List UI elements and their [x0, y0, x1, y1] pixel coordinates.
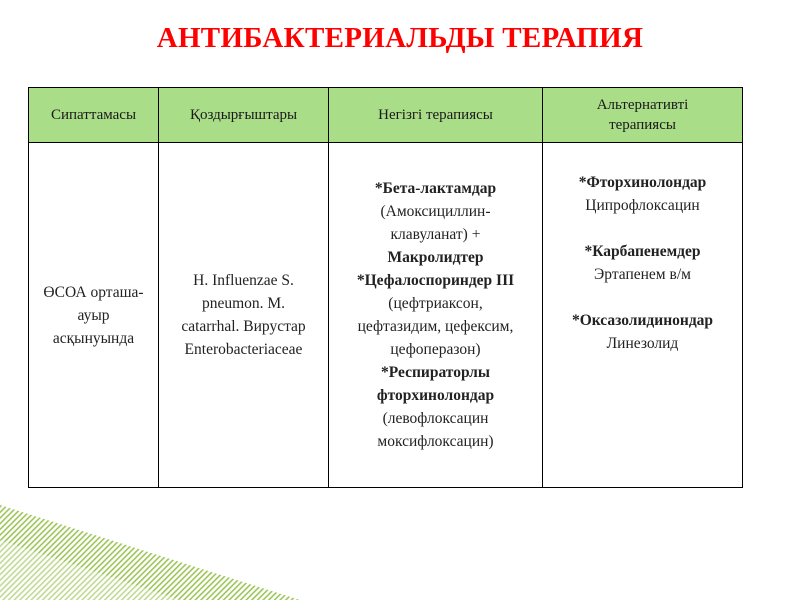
- pathogens-line: catarrhal. Вирустар: [181, 318, 306, 335]
- pathogens-line: pneumon. M.: [201, 295, 286, 312]
- header-alt-therapy: [543, 88, 743, 143]
- main-therapy-line: *Цефалоспориндер III: [356, 272, 515, 289]
- cell-pathogens: [159, 143, 329, 488]
- alt-therapy-spacer: [543, 286, 742, 309]
- pathogens-line: H. Influenzae S.: [193, 272, 294, 289]
- header-main-therapy: Негізгі терапиясы: [329, 88, 543, 143]
- main-therapy-line: (Амоксициллин-: [380, 203, 491, 220]
- main-therapy-line: клавуланат) +: [390, 226, 481, 243]
- therapy-table: [28, 87, 743, 488]
- slide-title: АНТИБАКТЕРИАЛЬДЫ ТЕРАПИЯ: [156, 22, 644, 54]
- header-alt-therapy-line2: терапиясы: [609, 117, 676, 133]
- pathogens-line: Enterobacteriaceae: [184, 341, 303, 358]
- header-pathogens: Қоздырғыштары: [159, 88, 329, 143]
- alt-therapy-line: *Фторхинолондар: [578, 174, 707, 191]
- table-header-row: [29, 88, 743, 143]
- cell-main-therapy: [329, 143, 543, 488]
- header-characteristic: Сипаттамасы: [29, 88, 159, 143]
- characteristic-line: ӨСОА орташа-: [43, 283, 144, 301]
- alt-therapy-spacer: [543, 217, 742, 240]
- main-therapy-line: (цефтриаксон,: [388, 295, 483, 312]
- main-therapy-line: фторхинолондар: [376, 387, 495, 404]
- characteristic-line: асқынуында: [52, 329, 135, 347]
- alt-therapy-line: *Карбапенемдер: [584, 243, 701, 260]
- cell-alt-therapy: [543, 143, 743, 488]
- alt-therapy-line: Ципрофлоксацин: [585, 197, 700, 214]
- header-alt-therapy-line1: Альтернативті: [596, 97, 689, 113]
- main-therapy-line: моксифлоксацин): [377, 433, 494, 450]
- alt-therapy-line: Эртапенем в/м: [594, 266, 691, 283]
- main-therapy-line: цефтазидим, цефексим,: [357, 318, 514, 335]
- alt-therapy-line: *Оксазолидинондар: [571, 312, 714, 329]
- cell-characteristic: [29, 143, 159, 488]
- main-therapy-line: цефоперазон): [390, 341, 481, 358]
- main-therapy-line: *Бета-лактамдар: [374, 180, 497, 197]
- alt-therapy-line: Линезолид: [606, 335, 679, 352]
- table-row: [29, 143, 743, 488]
- main-therapy-line: (левофлоксацин: [382, 410, 489, 427]
- main-therapy-line: Макролидтер: [387, 249, 484, 266]
- main-therapy-line: *Респираторлы: [381, 364, 490, 381]
- characteristic-line: ауыр: [77, 306, 110, 324]
- decorative-corner-stripes: [0, 500, 300, 600]
